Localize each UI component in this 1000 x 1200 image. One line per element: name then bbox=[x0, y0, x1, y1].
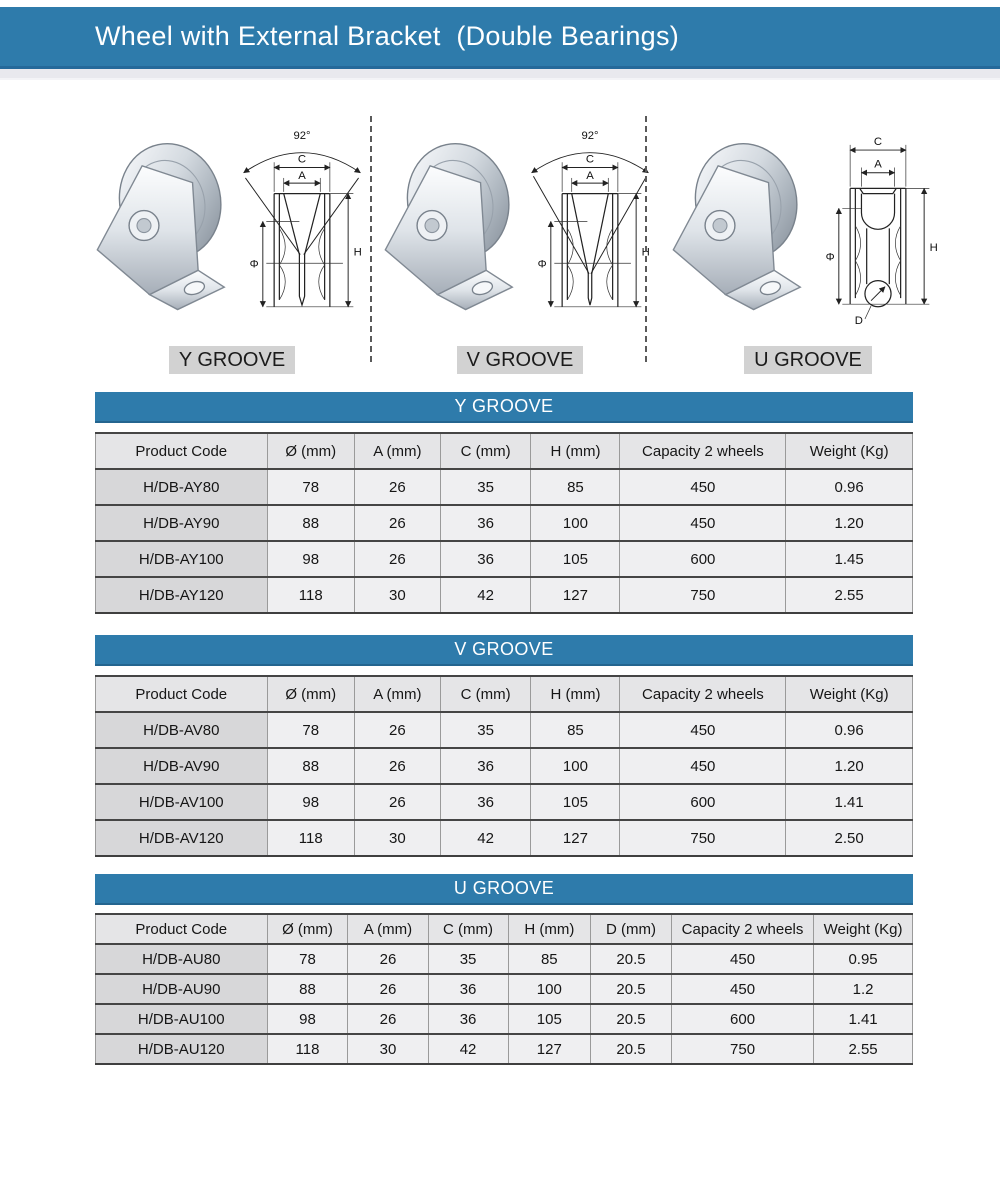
section-title: Y GROOVE bbox=[454, 396, 554, 416]
dim-label-h: H bbox=[353, 246, 362, 259]
value-cell: 100 bbox=[531, 748, 620, 784]
table-row bbox=[96, 712, 913, 748]
column-header: A (mm) bbox=[348, 914, 428, 944]
value-cell: 600 bbox=[620, 541, 786, 577]
value-cell: 36 bbox=[440, 748, 531, 784]
value-cell: 1.2 bbox=[814, 974, 913, 1004]
diagram-pair bbox=[376, 112, 664, 346]
value-cell: 127 bbox=[531, 577, 620, 613]
value-cell: 450 bbox=[671, 974, 813, 1004]
value-cell: 98 bbox=[267, 784, 354, 820]
value-cell: 105 bbox=[508, 1004, 591, 1034]
dim-label-c: C bbox=[873, 135, 883, 148]
product-code-cell: H/DB-AY100 bbox=[96, 541, 268, 577]
value-cell: 26 bbox=[354, 784, 440, 820]
y-groove-table bbox=[95, 432, 913, 614]
value-cell: 450 bbox=[620, 469, 786, 505]
column-header: Capacity 2 wheels bbox=[620, 676, 786, 712]
value-cell: 0.96 bbox=[786, 712, 913, 748]
value-cell: 20.5 bbox=[591, 1034, 672, 1064]
table-row bbox=[96, 974, 913, 1004]
value-cell: 36 bbox=[440, 784, 531, 820]
value-cell: 1.20 bbox=[786, 505, 913, 541]
value-cell: 100 bbox=[531, 505, 620, 541]
table-row bbox=[96, 944, 913, 974]
header-row bbox=[96, 914, 913, 944]
dim-label-h: H bbox=[641, 246, 650, 259]
column-header: C (mm) bbox=[440, 433, 531, 469]
value-cell: 118 bbox=[267, 820, 354, 856]
value-cell: 105 bbox=[531, 784, 620, 820]
dim-label-c: C bbox=[297, 153, 307, 166]
column-header: H (mm) bbox=[531, 433, 620, 469]
value-cell: 600 bbox=[620, 784, 786, 820]
value-cell: 450 bbox=[620, 505, 786, 541]
diagram-caption: Y GROOVE bbox=[169, 346, 295, 374]
column-header: H (mm) bbox=[531, 676, 620, 712]
column-header: Weight (Kg) bbox=[814, 914, 913, 944]
value-cell: 1.41 bbox=[786, 784, 913, 820]
value-cell: 20.5 bbox=[591, 944, 672, 974]
dim-label-angle: 92° bbox=[293, 129, 311, 142]
column-header: Weight (Kg) bbox=[786, 433, 913, 469]
value-cell: 1.41 bbox=[814, 1004, 913, 1034]
table-row bbox=[96, 469, 913, 505]
table-row bbox=[96, 784, 913, 820]
value-cell: 26 bbox=[354, 541, 440, 577]
product-photo bbox=[88, 126, 228, 326]
column-header: A (mm) bbox=[354, 433, 440, 469]
table-row bbox=[96, 820, 913, 856]
value-cell: 1.45 bbox=[786, 541, 913, 577]
value-cell: 600 bbox=[671, 1004, 813, 1034]
value-cell: 26 bbox=[354, 505, 440, 541]
dim-label-c: C bbox=[585, 153, 595, 166]
value-cell: 127 bbox=[508, 1034, 591, 1064]
value-cell: 36 bbox=[428, 974, 508, 1004]
column-header: C (mm) bbox=[428, 914, 508, 944]
value-cell: 26 bbox=[348, 944, 428, 974]
dim-label-dia: Φ bbox=[825, 251, 835, 264]
value-cell: 0.95 bbox=[814, 944, 913, 974]
value-cell: 118 bbox=[267, 1034, 348, 1064]
value-cell: 42 bbox=[428, 1034, 508, 1064]
product-code-cell: H/DB-AY80 bbox=[96, 469, 268, 505]
dim-label-angle: 92° bbox=[581, 129, 599, 142]
dim-label-dia: Φ bbox=[537, 258, 547, 271]
value-cell: 26 bbox=[354, 748, 440, 784]
product-code-cell: H/DB-AV120 bbox=[96, 820, 268, 856]
column-header: C (mm) bbox=[440, 676, 531, 712]
value-cell: 85 bbox=[508, 944, 591, 974]
value-cell: 127 bbox=[531, 820, 620, 856]
value-cell: 30 bbox=[348, 1034, 428, 1064]
product-code-cell: H/DB-AY90 bbox=[96, 505, 268, 541]
product-code-cell: H/DB-AV100 bbox=[96, 784, 268, 820]
value-cell: 450 bbox=[620, 748, 786, 784]
column-header: Ø (mm) bbox=[267, 433, 354, 469]
dim-label-dia: Φ bbox=[249, 258, 259, 271]
value-cell: 2.50 bbox=[786, 820, 913, 856]
diagram-caption: U GROOVE bbox=[744, 346, 872, 374]
table-row bbox=[96, 505, 913, 541]
diagram-u-groove bbox=[664, 112, 952, 374]
header-row bbox=[96, 676, 913, 712]
value-cell: 100 bbox=[508, 974, 591, 1004]
value-cell: 88 bbox=[267, 505, 354, 541]
diagram-y-groove bbox=[88, 112, 376, 374]
y-groove-banner bbox=[95, 392, 913, 423]
value-cell: 36 bbox=[440, 541, 531, 577]
u-groove-banner bbox=[95, 874, 913, 905]
column-header: Ø (mm) bbox=[267, 914, 348, 944]
value-cell: 78 bbox=[267, 469, 354, 505]
value-cell: 450 bbox=[620, 712, 786, 748]
column-header: Capacity 2 wheels bbox=[671, 914, 813, 944]
value-cell: 20.5 bbox=[591, 974, 672, 1004]
v-groove-banner bbox=[95, 635, 913, 666]
value-cell: 35 bbox=[440, 712, 531, 748]
diagram-caption: V GROOVE bbox=[457, 346, 584, 374]
column-header: Product Code bbox=[96, 914, 268, 944]
value-cell: 26 bbox=[354, 469, 440, 505]
value-cell: 78 bbox=[267, 712, 354, 748]
column-header: Capacity 2 wheels bbox=[620, 433, 786, 469]
value-cell: 750 bbox=[620, 820, 786, 856]
section-title: V GROOVE bbox=[454, 639, 554, 659]
table-row bbox=[96, 1034, 913, 1064]
v-groove-section bbox=[95, 635, 913, 857]
v-groove-table bbox=[95, 675, 913, 857]
value-cell: 30 bbox=[354, 577, 440, 613]
value-cell: 0.96 bbox=[786, 469, 913, 505]
value-cell: 98 bbox=[267, 1004, 348, 1034]
value-cell: 36 bbox=[440, 505, 531, 541]
product-code-cell: H/DB-AU80 bbox=[96, 944, 268, 974]
diagram-row bbox=[88, 112, 940, 374]
diagram-v-groove bbox=[376, 112, 664, 374]
u-groove-table bbox=[95, 913, 913, 1065]
table-row bbox=[96, 577, 913, 613]
value-cell: 85 bbox=[531, 712, 620, 748]
value-cell: 2.55 bbox=[814, 1034, 913, 1064]
column-header: D (mm) bbox=[591, 914, 672, 944]
header-row bbox=[96, 433, 913, 469]
dim-label-h: H bbox=[929, 242, 938, 255]
product-code-cell: H/DB-AY120 bbox=[96, 577, 268, 613]
value-cell: 98 bbox=[267, 541, 354, 577]
y-groove-section bbox=[95, 392, 913, 614]
value-cell: 88 bbox=[267, 974, 348, 1004]
dim-label-d: D bbox=[854, 315, 863, 328]
title-bar bbox=[0, 7, 1000, 69]
header-divider bbox=[0, 69, 1000, 80]
diagram-pair bbox=[664, 112, 952, 346]
value-cell: 30 bbox=[354, 820, 440, 856]
dashed-divider bbox=[370, 116, 372, 362]
value-cell: 1.20 bbox=[786, 748, 913, 784]
technical-drawing-y-groove bbox=[228, 112, 376, 344]
column-header: Ø (mm) bbox=[267, 676, 354, 712]
value-cell: 26 bbox=[348, 974, 428, 1004]
value-cell: 85 bbox=[531, 469, 620, 505]
product-photo bbox=[664, 126, 804, 326]
value-cell: 26 bbox=[348, 1004, 428, 1034]
table-row bbox=[96, 1004, 913, 1034]
page-title: Wheel with External Bracket (Double Bearings) bbox=[95, 21, 680, 51]
diagram-pair bbox=[88, 112, 376, 346]
value-cell: 26 bbox=[354, 712, 440, 748]
table-row bbox=[96, 748, 913, 784]
value-cell: 88 bbox=[267, 748, 354, 784]
value-cell: 35 bbox=[428, 944, 508, 974]
value-cell: 750 bbox=[620, 577, 786, 613]
column-header: Product Code bbox=[96, 676, 268, 712]
value-cell: 35 bbox=[440, 469, 531, 505]
technical-drawing-u-groove bbox=[804, 112, 952, 344]
product-code-cell: H/DB-AU90 bbox=[96, 974, 268, 1004]
product-code-cell: H/DB-AU100 bbox=[96, 1004, 268, 1034]
dim-label-a: A bbox=[874, 158, 882, 171]
section-title: U GROOVE bbox=[453, 878, 555, 898]
value-cell: 42 bbox=[440, 820, 531, 856]
dim-label-a: A bbox=[298, 169, 306, 182]
dim-label-a: A bbox=[586, 169, 594, 182]
product-code-cell: H/DB-AV90 bbox=[96, 748, 268, 784]
value-cell: 78 bbox=[267, 944, 348, 974]
value-cell: 42 bbox=[440, 577, 531, 613]
column-header: Weight (Kg) bbox=[786, 676, 913, 712]
u-groove-section bbox=[95, 874, 913, 1065]
value-cell: 20.5 bbox=[591, 1004, 672, 1034]
value-cell: 750 bbox=[671, 1034, 813, 1064]
product-code-cell: H/DB-AU120 bbox=[96, 1034, 268, 1064]
column-header: A (mm) bbox=[354, 676, 440, 712]
table-row bbox=[96, 541, 913, 577]
technical-drawing-v-groove bbox=[516, 112, 664, 344]
column-header: H (mm) bbox=[508, 914, 591, 944]
value-cell: 105 bbox=[531, 541, 620, 577]
product-code-cell: H/DB-AV80 bbox=[96, 712, 268, 748]
value-cell: 450 bbox=[671, 944, 813, 974]
column-header: Product Code bbox=[96, 433, 268, 469]
product-photo bbox=[376, 126, 516, 326]
value-cell: 2.55 bbox=[786, 577, 913, 613]
value-cell: 118 bbox=[267, 577, 354, 613]
dashed-divider bbox=[645, 116, 647, 362]
value-cell: 36 bbox=[428, 1004, 508, 1034]
